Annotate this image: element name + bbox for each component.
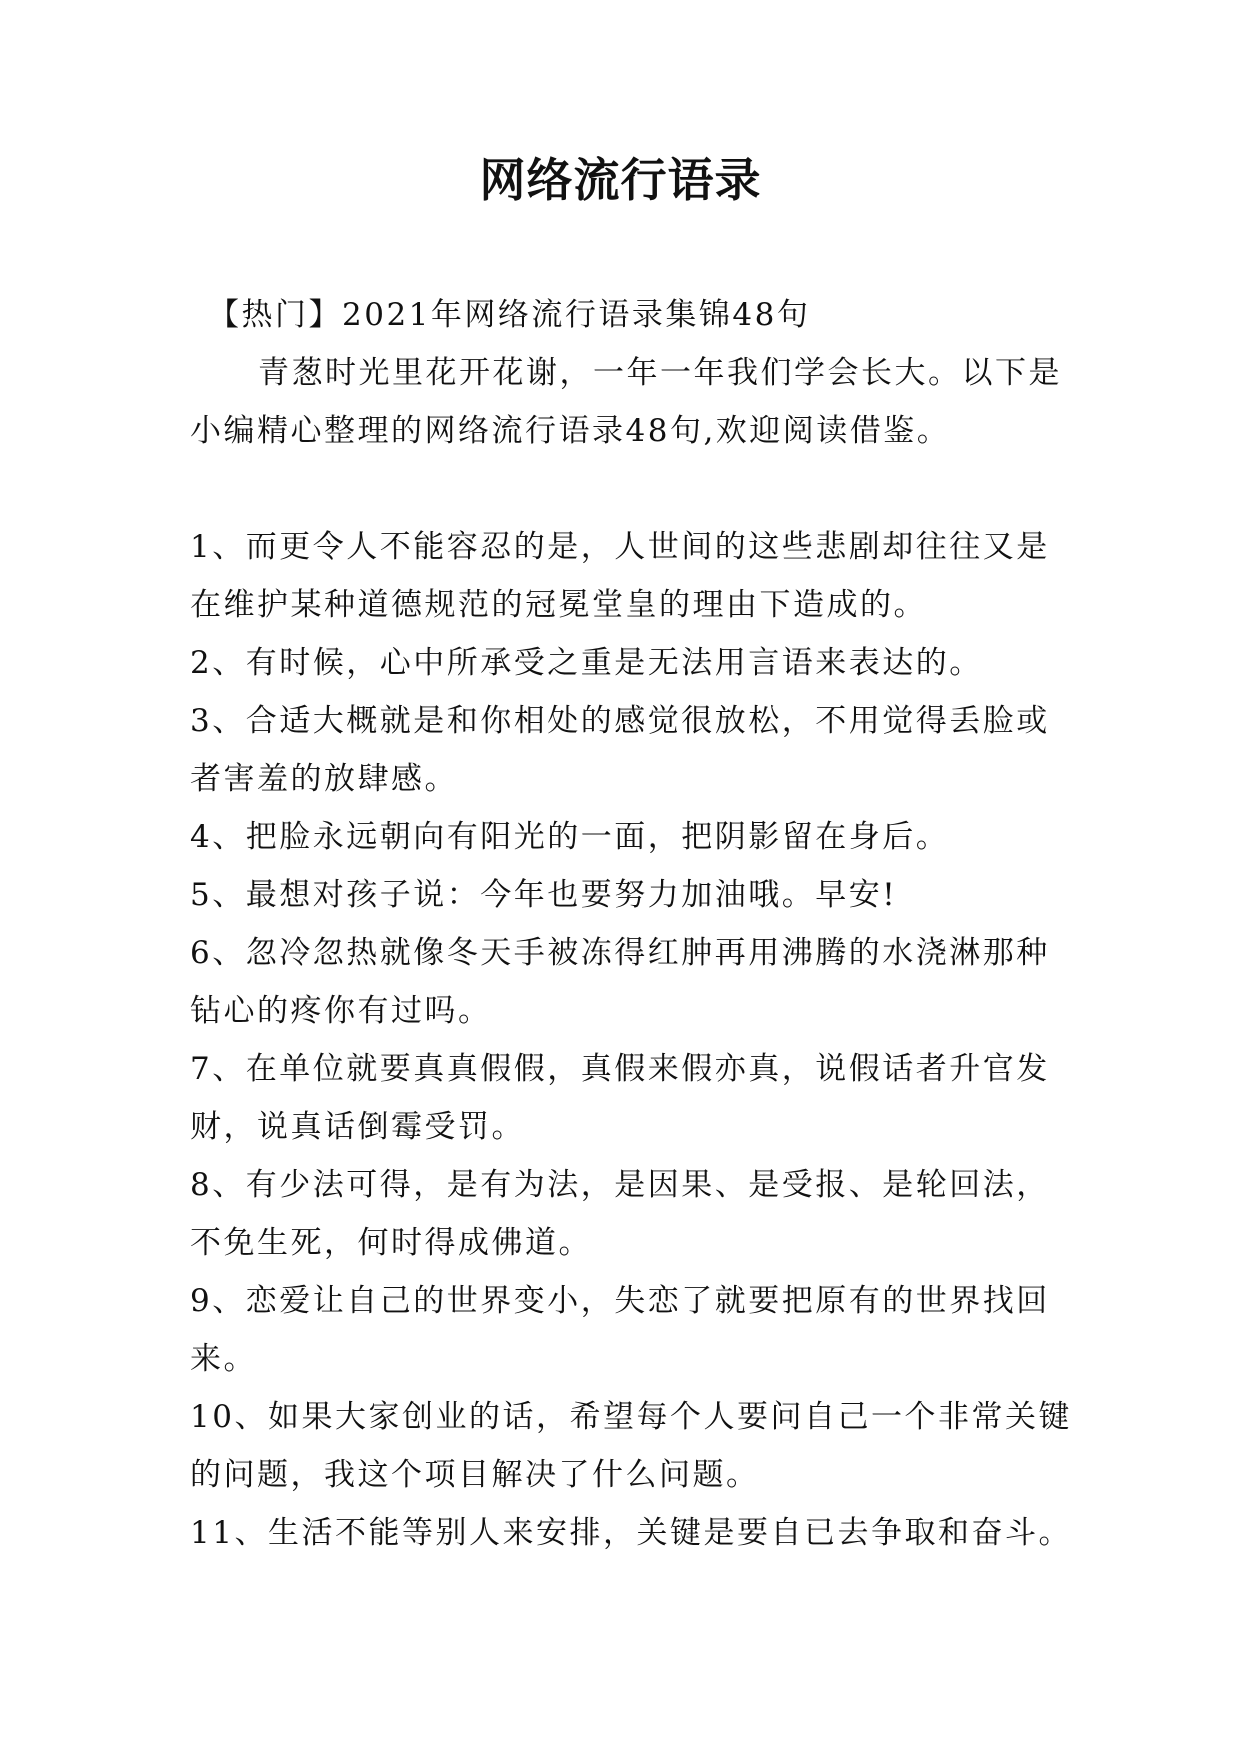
quote-line: 来。 [190,1341,257,1377]
document-body [190,286,1070,1562]
quote-line: 10、如果大家创业的话，希望每个人要问自己一个非常关键 [190,1399,1072,1435]
quote-line: 的问题，我这个项目解决了什么问题。 [190,1457,760,1493]
document-title: 网络流行语录 [479,153,762,207]
quote-line: 1、而更令人不能容忍的是，人世间的这些悲剧却往往又是 [190,529,1050,565]
quote-line: 者害羞的放肆感。 [190,761,458,797]
quote-line: 5、最想对孩子说：今年也要努力加油哦。早安! [190,877,898,913]
quote-line: 7、在单位就要真真假假，真假来假亦真，说假话者升官发 [190,1051,1050,1087]
quote-line: 4、把脸永远朝向有阳光的一面，把阴影留在身后。 [190,819,950,855]
quote-line: 财，说真话倒霉受罚。 [190,1109,525,1145]
quote-line: 3、合适大概就是和你相处的感觉很放松，不用觉得丢脸或 [190,703,1050,739]
paragraph-spacer [190,460,1070,518]
quote-line: 钻心的疼你有过吗。 [190,993,492,1029]
quote-line: 11、生活不能等别人来安排，关键是要自已去争取和奋斗。 [190,1515,1072,1551]
intro-line: 青葱时光里花开花谢，一年一年我们学会长大。以下是 [258,355,1062,391]
quote-line: 不免生死，何时得成佛道。 [190,1225,592,1261]
quote-line: 6、忽冷忽热就像冬天手被冻得红肿再用沸腾的水浇淋那种 [190,935,1050,971]
quote-line: 9、恋爱让自己的世界变小，失恋了就要把原有的世界找回 [190,1283,1050,1319]
document-subtitle: 【热门】2021年网络流行语录集锦48句 [208,297,811,333]
quote-line: 在维护某种道德规范的冠冕堂皇的理由下造成的。 [190,587,927,623]
quote-line: 2、有时候，心中所承受之重是无法用言语来表达的。 [190,645,983,681]
intro-line: 小编精心整理的网络流行语录48句,欢迎阅读借鉴。 [190,413,951,449]
quote-line: 8、有少法可得，是有为法，是因果、是受报、是轮回法， [190,1167,1050,1203]
